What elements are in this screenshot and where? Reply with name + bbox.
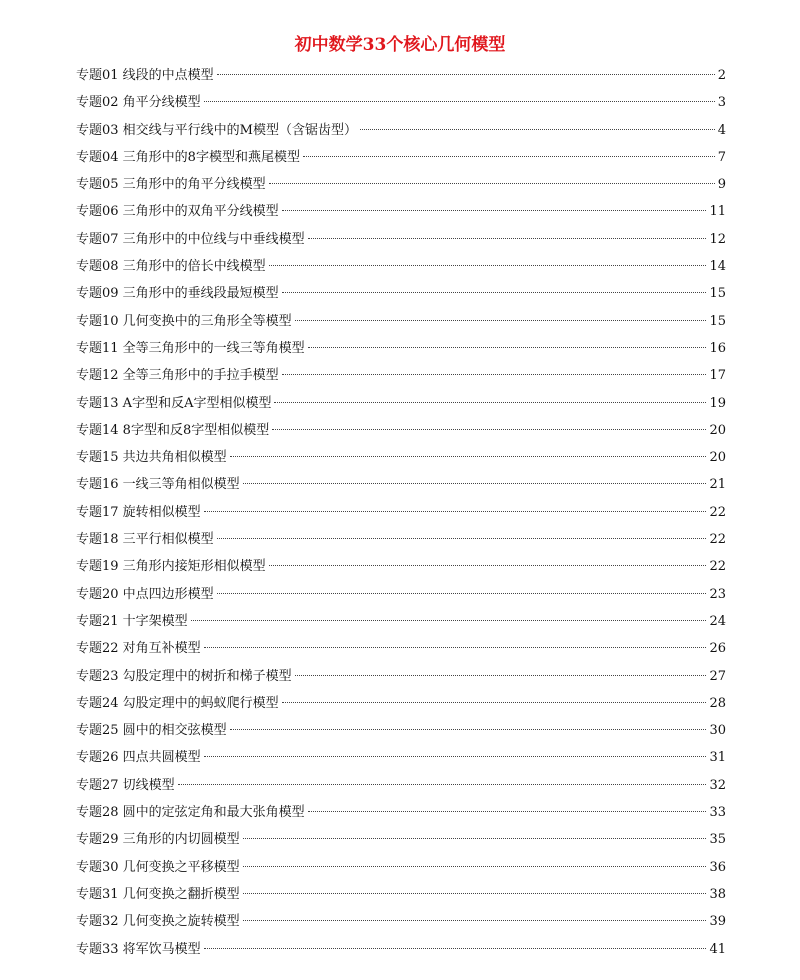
dot-leader bbox=[243, 838, 707, 839]
dot-leader bbox=[243, 483, 707, 484]
toc-entry[interactable] bbox=[76, 635, 726, 662]
toc-entry-label: 专题03 相交线与平行线中的M模型（含锯齿型） bbox=[76, 122, 357, 138]
toc-entry-page-number: 22 bbox=[709, 532, 726, 548]
toc-entry-label: 专题08 三角形中的倍长中线模型 bbox=[76, 259, 266, 275]
toc-entry-page-number: 41 bbox=[709, 941, 726, 957]
toc-entry-page-number: 36 bbox=[709, 859, 726, 875]
toc-entry[interactable] bbox=[76, 171, 726, 198]
toc-entry-label: 专题25 圆中的相交弦模型 bbox=[76, 723, 227, 739]
toc-entry[interactable] bbox=[76, 581, 726, 608]
dot-leader bbox=[308, 238, 707, 239]
toc-entry-page-number: 23 bbox=[709, 586, 726, 602]
toc-entry[interactable] bbox=[76, 253, 726, 280]
toc-entry-page-number: 28 bbox=[709, 695, 726, 711]
toc-entry-page-number: 2 bbox=[717, 68, 726, 83]
dot-leader bbox=[243, 920, 707, 921]
toc-entry[interactable] bbox=[76, 772, 726, 799]
toc-entry[interactable] bbox=[76, 553, 726, 580]
toc-entry-label: 专题13 A字型和反A字型相似模型 bbox=[76, 395, 272, 411]
toc-entry-label: 专题15 共边共角相似模型 bbox=[76, 450, 227, 466]
toc-entry[interactable] bbox=[76, 826, 726, 853]
toc-entry-label: 专题06 三角形中的双角平分线模型 bbox=[76, 204, 279, 220]
toc-entry[interactable] bbox=[76, 499, 726, 526]
toc-entry[interactable] bbox=[76, 854, 726, 881]
toc-entry-label: 专题31 几何变换之翻折模型 bbox=[76, 886, 240, 902]
toc-entry[interactable] bbox=[76, 362, 726, 389]
toc-entry-label: 专题11 全等三角形中的一线三等角模型 bbox=[76, 340, 305, 356]
toc-entry-label: 专题01 线段的中点模型 bbox=[76, 68, 214, 83]
toc-entry[interactable] bbox=[76, 62, 726, 89]
dot-leader bbox=[303, 156, 715, 157]
dot-leader bbox=[204, 948, 707, 949]
toc-entry-page-number: 27 bbox=[709, 668, 726, 684]
toc-entry[interactable] bbox=[76, 663, 726, 690]
toc-entry[interactable] bbox=[76, 799, 726, 826]
toc-entry-page-number: 16 bbox=[709, 340, 726, 356]
toc-entry[interactable] bbox=[76, 608, 726, 635]
toc-entry-page-number: 12 bbox=[709, 231, 726, 247]
toc-entry-page-number: 20 bbox=[709, 450, 726, 466]
dot-leader bbox=[282, 702, 707, 703]
toc-entry-page-number: 33 bbox=[709, 805, 726, 821]
toc-entry-page-number: 17 bbox=[709, 368, 726, 384]
toc-entry-label: 专题16 一线三等角相似模型 bbox=[76, 477, 240, 493]
toc-entry-label: 专题07 三角形中的中位线与中垂线模型 bbox=[76, 231, 305, 247]
toc-entry[interactable] bbox=[76, 335, 726, 362]
toc-entry-page-number: 11 bbox=[709, 204, 726, 220]
toc-entry-page-number: 22 bbox=[709, 504, 726, 520]
toc-entry-page-number: 26 bbox=[709, 641, 726, 657]
dot-leader bbox=[191, 620, 707, 621]
dot-leader bbox=[295, 320, 707, 321]
toc-entry-page-number: 9 bbox=[717, 177, 726, 193]
dot-leader bbox=[230, 456, 707, 457]
toc-entry-label: 专题14 8字型和反8字型相似模型 bbox=[76, 422, 270, 438]
dot-leader bbox=[204, 647, 707, 648]
dot-leader bbox=[217, 538, 707, 539]
toc-entry-label: 专题22 对角互补模型 bbox=[76, 641, 201, 657]
toc-entry-label: 专题28 圆中的定弦定角和最大张角模型 bbox=[76, 805, 305, 821]
dot-leader bbox=[308, 347, 707, 348]
toc-entry-page-number: 15 bbox=[709, 313, 726, 329]
toc-entry-label: 专题20 中点四边形模型 bbox=[76, 586, 214, 602]
toc-entry-page-number: 35 bbox=[709, 832, 726, 848]
toc-entry-page-number: 14 bbox=[709, 259, 726, 275]
toc-entry-page-number: 19 bbox=[709, 395, 726, 411]
dot-leader bbox=[269, 565, 707, 566]
dot-leader bbox=[269, 183, 715, 184]
dot-leader bbox=[204, 511, 707, 512]
toc-entry-label: 专题24 勾股定理中的蚂蚁爬行模型 bbox=[76, 695, 279, 711]
dot-leader bbox=[178, 784, 707, 785]
toc-entry[interactable] bbox=[76, 417, 726, 444]
toc-entry[interactable] bbox=[76, 280, 726, 307]
toc-entry-page-number: 32 bbox=[709, 777, 726, 793]
toc-entry-page-number: 30 bbox=[709, 723, 726, 739]
toc-entry-label: 专题27 切线模型 bbox=[76, 777, 175, 793]
toc-entry-label: 专题09 三角形中的垂线段最短模型 bbox=[76, 286, 279, 302]
toc-entry[interactable] bbox=[76, 226, 726, 253]
toc-entry-label: 专题12 全等三角形中的手拉手模型 bbox=[76, 368, 279, 384]
dot-leader bbox=[217, 74, 715, 75]
toc-entry[interactable] bbox=[76, 390, 726, 417]
toc-entry-page-number: 21 bbox=[709, 477, 726, 493]
dot-leader bbox=[282, 292, 707, 293]
toc-entry-label: 专题17 旋转相似模型 bbox=[76, 504, 201, 520]
toc-entry-page-number: 39 bbox=[709, 914, 726, 930]
toc-entry[interactable] bbox=[76, 936, 726, 963]
toc-entry-label: 专题30 几何变换之平移模型 bbox=[76, 859, 240, 875]
toc-entry-label: 专题18 三平行相似模型 bbox=[76, 532, 214, 548]
toc-entry-page-number: 31 bbox=[709, 750, 726, 766]
dot-leader bbox=[269, 265, 707, 266]
toc-entry-page-number: 24 bbox=[709, 613, 726, 629]
dot-leader bbox=[295, 675, 707, 676]
toc-entry-page-number: 7 bbox=[717, 149, 726, 165]
toc-entry[interactable] bbox=[76, 89, 726, 116]
toc-entry[interactable] bbox=[76, 881, 726, 908]
toc-entry-label: 专题04 三角形中的8字模型和燕尾模型 bbox=[76, 149, 300, 165]
toc-entry-page-number: 15 bbox=[709, 286, 726, 302]
toc-entry-label: 专题23 勾股定理中的树折和梯子模型 bbox=[76, 668, 292, 684]
toc-entry-label: 专题10 几何变换中的三角形全等模型 bbox=[76, 313, 292, 329]
toc-entry[interactable] bbox=[76, 308, 726, 335]
dot-leader bbox=[243, 866, 707, 867]
toc-entry[interactable] bbox=[76, 471, 726, 498]
toc-entry[interactable] bbox=[76, 144, 726, 171]
dot-leader bbox=[308, 811, 707, 812]
dot-leader bbox=[272, 429, 706, 430]
toc-entry[interactable] bbox=[76, 198, 726, 225]
toc-entry[interactable] bbox=[76, 690, 726, 717]
dot-leader bbox=[217, 593, 707, 594]
dot-leader bbox=[274, 402, 706, 403]
toc-entry-label: 专题32 几何变换之旋转模型 bbox=[76, 914, 240, 930]
toc-entry-label: 专题33 将军饮马模型 bbox=[76, 941, 201, 957]
dot-leader bbox=[204, 756, 707, 757]
toc-entry[interactable] bbox=[76, 744, 726, 771]
dot-leader bbox=[204, 101, 715, 102]
toc-entry-label: 专题26 四点共圆模型 bbox=[76, 750, 201, 766]
dot-leader bbox=[360, 129, 715, 130]
toc-entry-page-number: 4 bbox=[717, 122, 726, 138]
toc-entry-label: 专题19 三角形内接矩形相似模型 bbox=[76, 559, 266, 575]
toc-entry-label: 专题05 三角形中的角平分线模型 bbox=[76, 177, 266, 193]
dot-leader bbox=[282, 374, 707, 375]
dot-leader bbox=[282, 210, 707, 211]
dot-leader bbox=[243, 893, 707, 894]
toc-entry[interactable] bbox=[76, 117, 726, 144]
toc-entry-label: 专题02 角平分线模型 bbox=[76, 95, 201, 111]
document-title: 初中数学33个核心几何模型 bbox=[294, 35, 506, 55]
toc-entry-page-number: 22 bbox=[709, 559, 726, 575]
toc-entry-label: 专题29 三角形的内切圆模型 bbox=[76, 832, 240, 848]
toc-entry-label: 专题21 十字架模型 bbox=[76, 613, 188, 629]
toc-entry-page-number: 38 bbox=[709, 886, 726, 902]
toc-entry[interactable] bbox=[76, 717, 726, 744]
toc-entry[interactable] bbox=[76, 908, 726, 935]
toc-entry[interactable] bbox=[76, 444, 726, 471]
toc-entry[interactable] bbox=[76, 526, 726, 553]
toc-entry-page-number: 20 bbox=[709, 422, 726, 438]
table-of-contents bbox=[76, 62, 726, 963]
toc-entry-page-number: 3 bbox=[717, 95, 726, 111]
dot-leader bbox=[230, 729, 707, 730]
